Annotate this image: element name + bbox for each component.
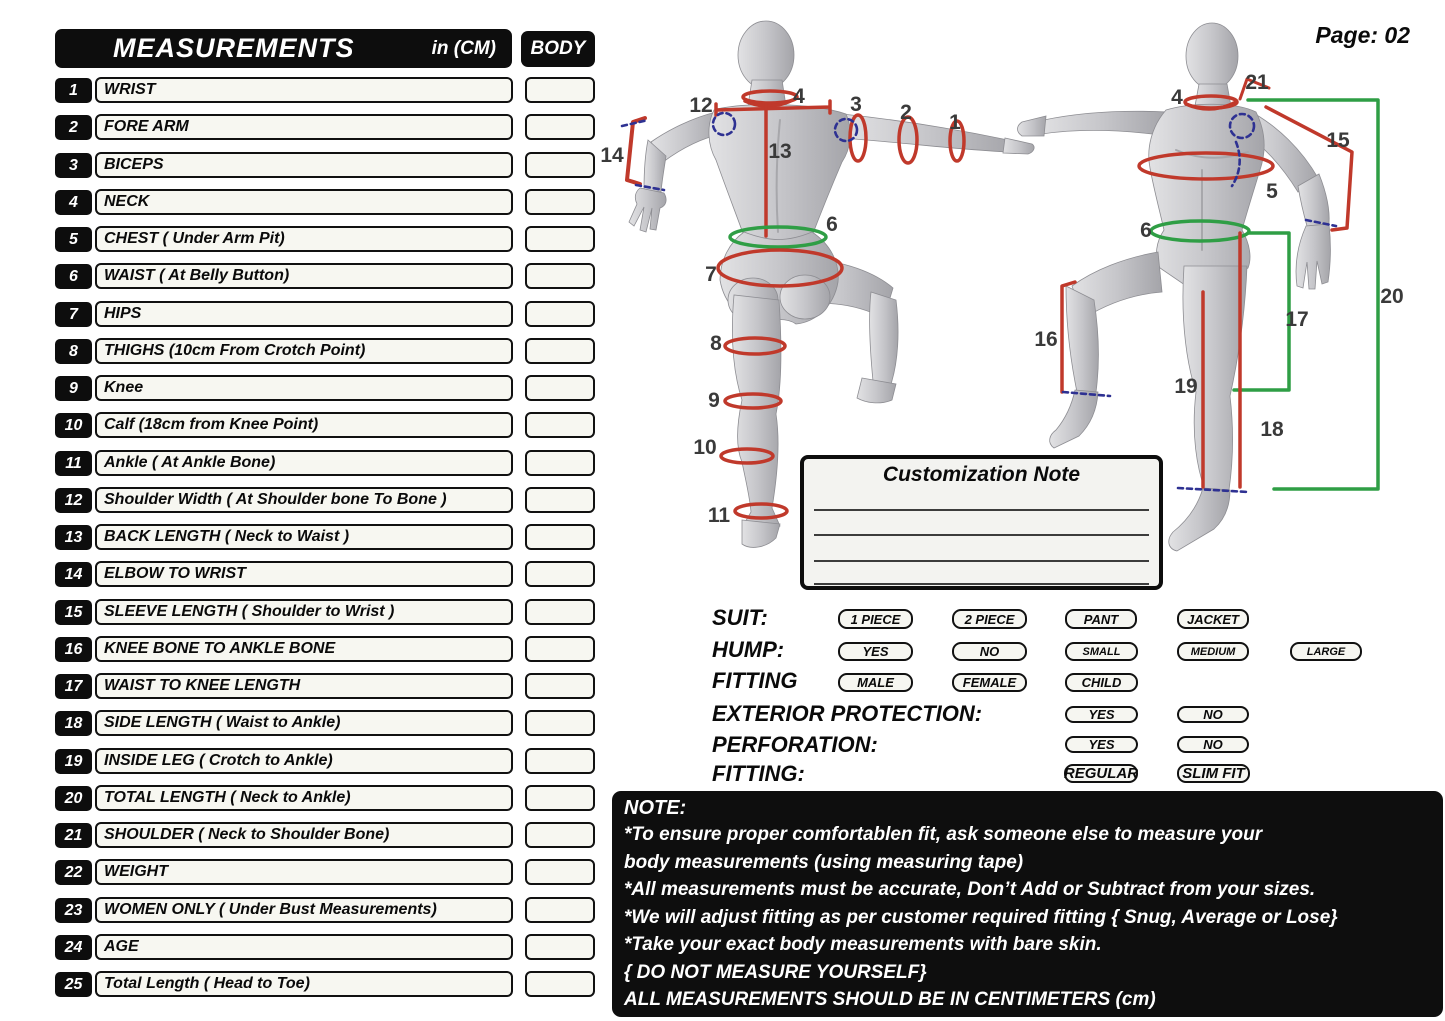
body-value-box[interactable] bbox=[525, 897, 595, 923]
measurement-label: Ankle ( At Ankle Bone) bbox=[95, 450, 513, 476]
option-pill[interactable]: MEDIUM bbox=[1177, 642, 1249, 661]
row-number: 20 bbox=[55, 786, 92, 811]
measurement-label: Calf (18cm from Knee Point) bbox=[95, 412, 513, 438]
row-number: 17 bbox=[55, 674, 92, 699]
option-group-label: HUMP: bbox=[712, 637, 785, 662]
option-group-label: PERFORATION: bbox=[712, 732, 878, 757]
measurement-label: AGE bbox=[95, 934, 513, 960]
measurement-label: NECK bbox=[95, 189, 513, 215]
option-pill[interactable]: YES bbox=[1065, 706, 1138, 723]
customization-note-line[interactable] bbox=[814, 509, 1149, 511]
body-value-box[interactable] bbox=[525, 114, 595, 140]
option-pill[interactable]: MALE bbox=[838, 673, 913, 692]
option-group-label: FITTING bbox=[712, 668, 798, 693]
body-column-header: BODY bbox=[521, 31, 595, 67]
figure-marker: 15 bbox=[1326, 129, 1350, 152]
figure-marker: 13 bbox=[768, 140, 792, 163]
figure-marker: 3 bbox=[850, 93, 862, 116]
figure-marker: 12 bbox=[689, 94, 713, 117]
measurement-label: WRIST bbox=[95, 77, 513, 103]
figure-marker: 20 bbox=[1380, 285, 1404, 308]
figure-marker: 6 bbox=[1140, 219, 1152, 242]
measurement-label: Shoulder Width ( At Shoulder bone To Bone ) bbox=[95, 487, 513, 513]
option-pill[interactable]: LARGE bbox=[1290, 642, 1362, 661]
figure-marker: 10 bbox=[693, 436, 717, 459]
measurement-label: SLEEVE LENGTH ( Shoulder to Wrist ) bbox=[95, 599, 513, 625]
measurement-label: WOMEN ONLY ( Under Bust Measurements) bbox=[95, 897, 513, 923]
figure-marker: 16 bbox=[1034, 328, 1058, 351]
body-value-box[interactable] bbox=[525, 710, 595, 736]
row-number: 25 bbox=[55, 972, 92, 997]
row-number: 13 bbox=[55, 525, 92, 550]
figure-marker: 14 bbox=[600, 144, 624, 167]
row-number: 8 bbox=[55, 339, 92, 364]
figure-marker: 11 bbox=[707, 504, 731, 527]
unit-label: in (CM) bbox=[431, 37, 496, 59]
panel-title: MEASUREMENTS bbox=[113, 33, 355, 63]
row-number: 1 bbox=[55, 78, 92, 103]
figure-marker: 9 bbox=[708, 389, 720, 412]
row-number: 23 bbox=[55, 898, 92, 923]
row-number: 4 bbox=[55, 190, 92, 215]
measurements-header bbox=[55, 29, 512, 68]
figure-marker: 7 bbox=[705, 263, 717, 286]
option-group-label: EXTERIOR PROTECTION: bbox=[712, 701, 983, 726]
measurement-label: CHEST ( Under Arm Pit) bbox=[95, 226, 513, 252]
measurement-label: HIPS bbox=[95, 301, 513, 327]
row-number: 7 bbox=[55, 302, 92, 327]
customization-note-box[interactable] bbox=[800, 455, 1163, 590]
measurement-label: SHOULDER ( Neck to Shoulder Bone) bbox=[95, 822, 513, 848]
measurement-label: WEIGHT bbox=[95, 859, 513, 885]
customization-note-line[interactable] bbox=[814, 560, 1149, 562]
figure-marker: 4 bbox=[793, 85, 805, 108]
measurement-label: Total Length ( Head to Toe) bbox=[95, 971, 513, 997]
figure-marker: 19 bbox=[1174, 375, 1198, 398]
row-number: 3 bbox=[55, 153, 92, 178]
note-line: *To ensure proper comfortablen fit, ask someone else to measure your bbox=[624, 824, 1263, 845]
measurement-label: INSIDE LEG ( Crotch to Ankle) bbox=[95, 748, 513, 774]
body-value-box[interactable] bbox=[525, 524, 595, 550]
option-pill[interactable]: SMALL bbox=[1065, 642, 1138, 661]
row-number: 22 bbox=[55, 860, 92, 885]
body-value-box[interactable] bbox=[525, 189, 595, 215]
option-pill[interactable]: YES bbox=[838, 642, 913, 661]
figure-marker: 8 bbox=[710, 332, 722, 355]
option-group-label: FITTING: bbox=[712, 761, 805, 786]
note-box bbox=[612, 791, 1443, 1017]
option-pill[interactable]: NO bbox=[1177, 736, 1249, 753]
row-number: 18 bbox=[55, 711, 92, 736]
option-pill[interactable]: CHILD bbox=[1065, 673, 1138, 692]
body-value-box[interactable] bbox=[525, 226, 595, 252]
figure-marker: 2 bbox=[900, 101, 912, 124]
figure-marker: 4 bbox=[1171, 86, 1183, 109]
row-number: 10 bbox=[55, 413, 92, 438]
row-number: 24 bbox=[55, 935, 92, 960]
row-number: 21 bbox=[55, 823, 92, 848]
option-pill[interactable]: FEMALE bbox=[952, 673, 1027, 692]
figure-marker: 17 bbox=[1285, 308, 1309, 331]
row-number: 5 bbox=[55, 227, 92, 252]
figure-marker: 1 bbox=[949, 111, 961, 134]
body-value-box[interactable] bbox=[525, 561, 595, 587]
body-value-box[interactable] bbox=[525, 599, 595, 625]
measurement-label: KNEE BONE TO ANKLE BONE bbox=[95, 636, 513, 662]
body-value-box[interactable] bbox=[525, 450, 595, 476]
body-value-box[interactable] bbox=[525, 301, 595, 327]
measurement-label: WAIST TO KNEE LENGTH bbox=[95, 673, 513, 699]
option-pill[interactable]: 1 PIECE bbox=[838, 609, 913, 629]
row-number: 11 bbox=[55, 451, 92, 476]
body-value-box[interactable] bbox=[525, 822, 595, 848]
measurement-label: THIGHS (10cm From Crotch Point) bbox=[95, 338, 513, 364]
customization-note-title: Customization Note bbox=[882, 463, 1081, 486]
option-pill[interactable]: NO bbox=[952, 642, 1027, 661]
measurement-label: BICEPS bbox=[95, 152, 513, 178]
body-value-box[interactable] bbox=[525, 748, 595, 774]
option-pill[interactable]: NO bbox=[1177, 706, 1249, 723]
note-line: *We will adjust fitting as per customer required fitting { Snug, Average or Lose} bbox=[624, 906, 1338, 928]
body-value-box[interactable] bbox=[525, 263, 595, 289]
body-value-box[interactable] bbox=[525, 375, 595, 401]
option-pill[interactable]: YES bbox=[1065, 736, 1138, 753]
row-number: 9 bbox=[55, 376, 92, 401]
measurement-label: TOTAL LENGTH ( Neck to Ankle) bbox=[95, 785, 513, 811]
measurement-label: ELBOW TO WRIST bbox=[95, 561, 513, 587]
measurement-label: FORE ARM bbox=[95, 114, 513, 140]
option-pill[interactable]: SLIM FIT bbox=[1177, 764, 1250, 783]
row-number: 14 bbox=[55, 562, 92, 587]
body-value-box[interactable] bbox=[525, 152, 595, 178]
body-value-box[interactable] bbox=[525, 77, 595, 103]
option-pill[interactable]: PANT bbox=[1065, 609, 1137, 629]
figure-marker: 21 bbox=[1245, 71, 1269, 94]
customization-note-line[interactable] bbox=[814, 534, 1149, 536]
row-number: 15 bbox=[55, 600, 92, 625]
figure-marker: 6 bbox=[826, 213, 838, 236]
note-line: *Take your exact body measurements with bare skin. bbox=[624, 934, 1102, 955]
figure-marker: 5 bbox=[1266, 180, 1278, 203]
option-group-label: SUIT: bbox=[712, 605, 768, 630]
measurement-label: WAIST ( At Belly Button) bbox=[95, 263, 513, 289]
row-number: 6 bbox=[55, 264, 92, 289]
option-pill[interactable]: JACKET bbox=[1177, 609, 1249, 629]
row-number: 19 bbox=[55, 749, 92, 774]
body-value-box[interactable] bbox=[525, 636, 595, 662]
figure-marker: 18 bbox=[1260, 418, 1284, 441]
body-value-box[interactable] bbox=[525, 971, 595, 997]
option-pill[interactable]: 2 PIECE bbox=[952, 609, 1027, 629]
note-line: ALL MEASUREMENTS SHOULD BE IN CENTIMETERS (cm) bbox=[624, 989, 1156, 1010]
note-lines bbox=[624, 821, 1431, 1014]
body-value-box[interactable] bbox=[525, 338, 595, 364]
measurement-label: BACK LENGTH ( Neck to Waist ) bbox=[95, 524, 513, 550]
body-value-box[interactable] bbox=[525, 673, 595, 699]
note-line: *All measurements must be accurate, Don’t Add or Subtract from your sizes. bbox=[624, 879, 1316, 900]
row-number: 16 bbox=[55, 637, 92, 662]
page-number: Page: 02 bbox=[1315, 22, 1410, 48]
note-line: { DO NOT MEASURE YOURSELF} bbox=[624, 961, 927, 983]
body-value-box[interactable] bbox=[525, 785, 595, 811]
measurement-label: Knee bbox=[95, 375, 513, 401]
option-pill[interactable]: REGULAR bbox=[1063, 765, 1139, 782]
row-number: 12 bbox=[55, 488, 92, 513]
body-value-box[interactable] bbox=[525, 859, 595, 885]
body-value-box[interactable] bbox=[525, 487, 595, 513]
row-number: 2 bbox=[55, 115, 92, 140]
body-value-box[interactable] bbox=[525, 934, 595, 960]
note-title: NOTE: bbox=[624, 797, 687, 819]
customization-note-line[interactable] bbox=[814, 583, 1149, 585]
measurement-label: SIDE LENGTH ( Waist to Ankle) bbox=[95, 710, 513, 736]
note-line: body measurements (using measuring tape) bbox=[624, 851, 1024, 873]
body-value-box[interactable] bbox=[525, 412, 595, 438]
